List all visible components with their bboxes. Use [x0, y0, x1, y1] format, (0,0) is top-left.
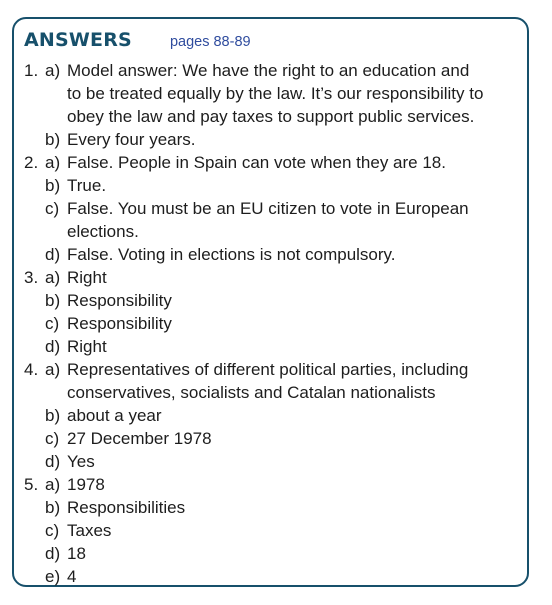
answer-letter: d) [45, 452, 61, 471]
answers-header [24, 29, 251, 55]
answer-text: True. [67, 176, 107, 195]
answer-line [24, 128, 519, 151]
answer-line [24, 197, 519, 220]
answer-continuation-line [24, 381, 519, 404]
answer-text: False. Voting in elections is not compulsory. [67, 245, 396, 264]
answer-line [24, 427, 519, 450]
answer-letter: d) [45, 337, 61, 356]
answer-continuation-line [24, 105, 519, 128]
question-number: 1. [24, 61, 39, 80]
question-number: 5. [24, 475, 39, 494]
answers-heading: ANSWERS [24, 29, 132, 51]
answer-text: Responsibility [67, 291, 172, 310]
answer-line [24, 450, 519, 473]
answer-line [24, 404, 519, 427]
answer-text: to be treated equally by the law. It’s our responsibility to [67, 84, 484, 103]
page-reference: pages 88-89 [169, 34, 251, 50]
answer-text: Taxes [67, 521, 112, 540]
answer-letter: b) [45, 406, 61, 425]
answer-text: elections. [67, 222, 139, 241]
answer-line [24, 243, 519, 266]
answer-text: Right [67, 337, 107, 356]
answer-letter: d) [45, 544, 61, 563]
answer-line [24, 151, 519, 174]
answer-text: Responsibilities [67, 498, 186, 517]
answer-text: 1978 [67, 475, 105, 494]
question-number: 2. [24, 153, 39, 172]
answer-letter: c) [45, 429, 60, 448]
answer-letter: a) [45, 360, 61, 379]
answers-box [12, 17, 529, 587]
answer-continuation-line [24, 82, 519, 105]
answer-line [24, 496, 519, 519]
answer-text: Model answer: We have the right to an education and [67, 61, 470, 80]
answer-text: Every four years. [67, 130, 196, 149]
answer-text: Right [67, 268, 107, 287]
question-number: 3. [24, 268, 39, 287]
answer-text: False. You must be an EU citizen to vote in European [67, 199, 469, 218]
answer-line [24, 473, 519, 496]
answer-line [24, 565, 519, 588]
answer-letter: a) [45, 475, 61, 494]
answer-text: False. People in Spain can vote when they are 18. [67, 153, 446, 172]
answer-letter: c) [45, 314, 60, 333]
answer-letter: c) [45, 521, 60, 540]
answer-text: 27 December 1978 [67, 429, 212, 448]
answer-line [24, 335, 519, 358]
answer-line [24, 266, 519, 289]
answer-line [24, 358, 519, 381]
answer-continuation-line [24, 220, 519, 243]
answer-letter: b) [45, 291, 61, 310]
answer-text: obey the law and pay taxes to support public services. [67, 107, 475, 126]
answer-text: conservatives, socialists and Catalan nationalists [67, 383, 436, 402]
answer-letter: e) [45, 567, 61, 586]
answer-line [24, 542, 519, 565]
answer-letter: d) [45, 245, 61, 264]
answer-letter: c) [45, 199, 60, 218]
answer-letter: b) [45, 176, 61, 195]
answer-letter: b) [45, 130, 61, 149]
answer-letter: a) [45, 268, 61, 287]
answer-letter: a) [45, 61, 61, 80]
answer-text: about a year [67, 406, 162, 425]
answer-text: Representatives of different political parties, including [67, 360, 469, 379]
answer-text: 4 [67, 567, 77, 586]
answer-text: Yes [67, 452, 95, 471]
answers-list [24, 59, 519, 588]
answer-line [24, 519, 519, 542]
answer-text: 18 [67, 544, 86, 563]
answer-letter: b) [45, 498, 61, 517]
answer-letter: a) [45, 153, 61, 172]
answer-line [24, 174, 519, 197]
question-number: 4. [24, 360, 39, 379]
answer-line [24, 312, 519, 335]
answer-line [24, 59, 519, 82]
answer-text: Responsibility [67, 314, 172, 333]
answer-line [24, 289, 519, 312]
